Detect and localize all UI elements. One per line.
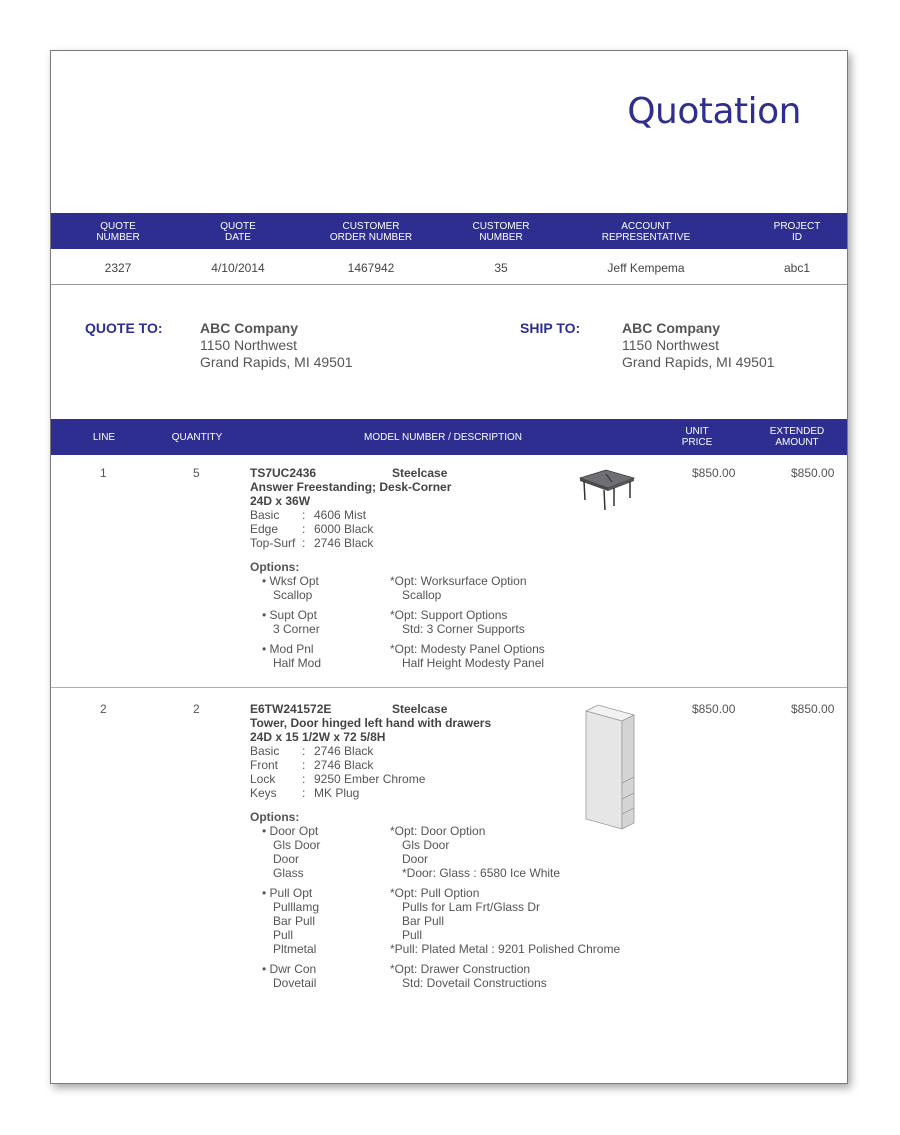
divider <box>51 284 847 285</box>
header-line: LINE <box>92 432 116 443</box>
item-1-option: • Mod Pnl Half Mod *Opt: Modesty Panel Options Half Height Modesty Panel <box>262 642 545 670</box>
item-2-description <box>250 702 620 990</box>
header-customer-order-number: CUSTOMER ORDER NUMBER <box>329 221 413 243</box>
ship-to-name: ABC Company <box>622 320 721 336</box>
account-representative-value: Jeff Kempema <box>607 261 685 275</box>
header-quote-number: QUOTE NUMBER <box>96 221 140 243</box>
header-unit-price: UNIT PRICE <box>681 426 713 448</box>
item-2-unit-price: $850.00 <box>692 702 736 716</box>
item-1-description <box>250 466 545 670</box>
item-2-desc-line2: 24D x 15 1/2W x 72 5/8H <box>250 730 386 744</box>
divider <box>51 687 847 688</box>
item-1-extended-amount: $850.00 <box>791 466 835 480</box>
header-project-id: PROJECT ID <box>773 221 821 243</box>
header-quote-date: QUOTE DATE <box>220 221 256 243</box>
quote-date-value: 4/10/2014 <box>211 261 265 275</box>
item-2-vendor: Steelcase <box>392 702 448 716</box>
item-1-attr: Basic : 4606 Mist <box>250 508 367 522</box>
desk-image <box>576 466 638 516</box>
quote-to-address <box>200 320 353 371</box>
item-2-model: E6TW241572E <box>250 702 332 716</box>
ship-to-address <box>622 320 775 371</box>
item-1-attr: Top-Surf : 2746 Black <box>250 536 374 550</box>
item-2-line: 2 <box>100 702 107 716</box>
item-1-quantity: 5 <box>193 466 200 480</box>
item-1-unit-price: $850.00 <box>692 466 736 480</box>
quote-to-name: ABC Company <box>200 320 299 336</box>
customer-number-value: 35 <box>494 261 508 275</box>
item-2-attr: Lock : 9250 Ember Chrome <box>250 772 426 786</box>
quote-to-street: 1150 Northwest <box>200 337 298 353</box>
item-1-option: • Supt Opt 3 Corner *Opt: Support Options Std: 3 Corner Supports <box>262 608 525 636</box>
item-2-attr: Keys : MK Plug <box>250 786 360 800</box>
item-2-attr: Basic : 2746 Black <box>250 744 374 758</box>
tower-image <box>584 703 638 833</box>
project-id-value: abc1 <box>783 261 811 275</box>
customer-order-number-value: 1467942 <box>347 261 395 275</box>
item-1-vendor: Steelcase <box>392 466 448 480</box>
item-1-attr: Edge : 6000 Black <box>250 522 374 536</box>
item-1-option: • Wksf Opt Scallop *Opt: Worksurface Option Scallop <box>262 574 527 602</box>
item-1-desc-line1: Answer Freestanding; Desk-Corner <box>250 480 452 494</box>
page-title: Quotation <box>627 91 801 132</box>
line-items-header <box>51 419 847 455</box>
quote-number-value: 2327 <box>104 261 132 275</box>
header-description: MODEL NUMBER / DESCRIPTION <box>364 432 522 443</box>
ship-to-label: SHIP TO: <box>520 320 581 336</box>
item-2-options-label: Options: <box>250 810 300 824</box>
quotation-page <box>50 50 848 1084</box>
header-account-representative: ACCOUNT REPRESENTATIVE <box>601 221 691 243</box>
quote-to-label: QUOTE TO: <box>85 320 163 336</box>
item-2-extended-amount: $850.00 <box>791 702 835 716</box>
item-2-option: • Dwr Con Dovetail *Opt: Drawer Construction Std: Dovetail Constructions <box>262 962 547 990</box>
item-2-option: • Pull Opt Pulllamg Bar Pull Pull Pltmetal *Opt: Pull Option Pulls for Lam Frt/Glass Dr Bar Pull Pull *Pull: Plated Metal : 9201 Polished Chrome <box>262 886 621 956</box>
item-1-desc-line2: 24D x 36W <box>250 494 311 508</box>
item-2-quantity: 2 <box>193 702 200 716</box>
item-1-model: TS7UC2436 <box>250 466 317 480</box>
header-extended-amount: EXTENDED AMOUNT <box>769 426 825 448</box>
item-2-option: • Door Opt Gls Door Door Glass *Opt: Door Option Gls Door Door *Door: Glass : 6580 Ice White <box>262 824 561 880</box>
item-1-options-label: Options: <box>250 560 300 574</box>
item-1-line: 1 <box>100 466 107 480</box>
ship-to-city: Grand Rapids, MI 49501 <box>622 354 775 370</box>
ship-to-street: 1150 Northwest <box>622 337 720 353</box>
item-2-attr: Front : 2746 Black <box>250 758 374 772</box>
quote-to-city: Grand Rapids, MI 49501 <box>200 354 353 370</box>
quote-info-header <box>51 213 847 249</box>
item-2-desc-line1: Tower, Door hinged left hand with drawers <box>250 716 492 730</box>
header-quantity: QUANTITY <box>171 432 223 443</box>
header-customer-number: CUSTOMER NUMBER <box>472 221 530 243</box>
